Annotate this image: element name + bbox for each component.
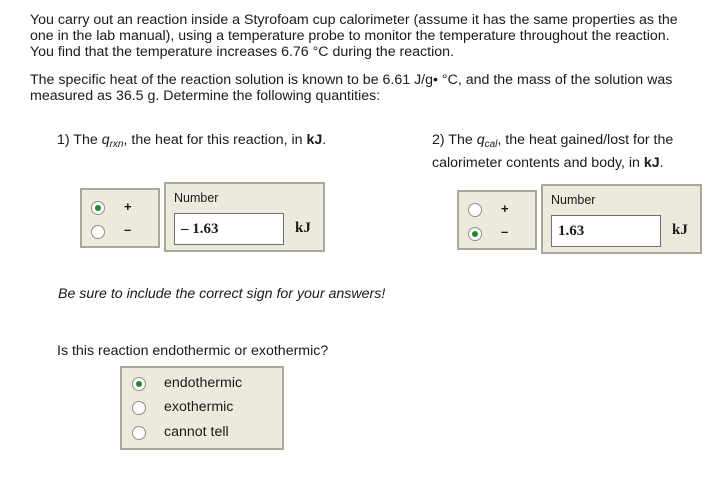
- q2-plus-label: +: [501, 201, 509, 216]
- q1-sign-selector: [80, 188, 160, 248]
- intro-line-5: measured as 36.5 g. Determine the following quantities:: [30, 88, 381, 104]
- q2-unit: kJ: [672, 222, 688, 238]
- q2-minus-label: –: [501, 224, 509, 239]
- option-exothermic-radio[interactable]: [132, 401, 146, 415]
- q1-number-input[interactable]: – 1.63: [174, 213, 284, 245]
- question-2-label: 2) The $q_{cal}$, the heat gained/lost for the calorimeter contents and body, in kJ.: [432, 132, 674, 171]
- sign-reminder-note: Be sure to include the correct sign for your answers!: [58, 286, 386, 302]
- question-3-label: Is this reaction endothermic or exothermic?: [57, 343, 329, 359]
- intro-line-2: one in the lab manual), using a temperature probe to monitor the temperature throughout the reaction.: [30, 28, 670, 44]
- intro-line-3: You find that the temperature increases 6.76 °C during the reaction.: [30, 44, 454, 60]
- q2-minus-radio[interactable]: [468, 227, 482, 241]
- intro-line-1: You carry out an reaction inside a Styrofoam cup calorimeter (assume it has the same properties as the: [30, 12, 678, 28]
- reaction-type-selector: [120, 366, 284, 450]
- intro-line-4: The specific heat of the reaction solution is known to be 6.61 J/g• °C, and the mass of the solution was: [30, 72, 673, 88]
- q2-number-label: Number: [551, 193, 596, 207]
- q1-number-label: Number: [174, 191, 219, 205]
- q1-minus-label: –: [124, 222, 132, 237]
- q1-number-panel: [164, 182, 325, 252]
- option-cannot-tell-radio[interactable]: [132, 426, 146, 440]
- q2-sign-selector: [457, 190, 537, 250]
- question-1-label: 1) The $q_{rxn}$, the heat for this reaction, in kJ.: [57, 132, 327, 150]
- q1-unit: kJ: [295, 220, 311, 236]
- option-endothermic-radio[interactable]: [132, 377, 146, 391]
- option-cannot-tell-label: cannot tell: [164, 424, 229, 440]
- q2-number-panel: [541, 184, 702, 254]
- option-exothermic-label: exothermic: [164, 399, 234, 415]
- q1-plus-label: +: [124, 199, 132, 214]
- q2-number-input[interactable]: 1.63: [551, 215, 661, 247]
- option-endothermic-label: endothermic: [164, 375, 243, 391]
- q2-plus-radio[interactable]: [468, 203, 482, 217]
- q1-plus-radio[interactable]: [91, 201, 105, 215]
- q1-minus-radio[interactable]: [91, 225, 105, 239]
